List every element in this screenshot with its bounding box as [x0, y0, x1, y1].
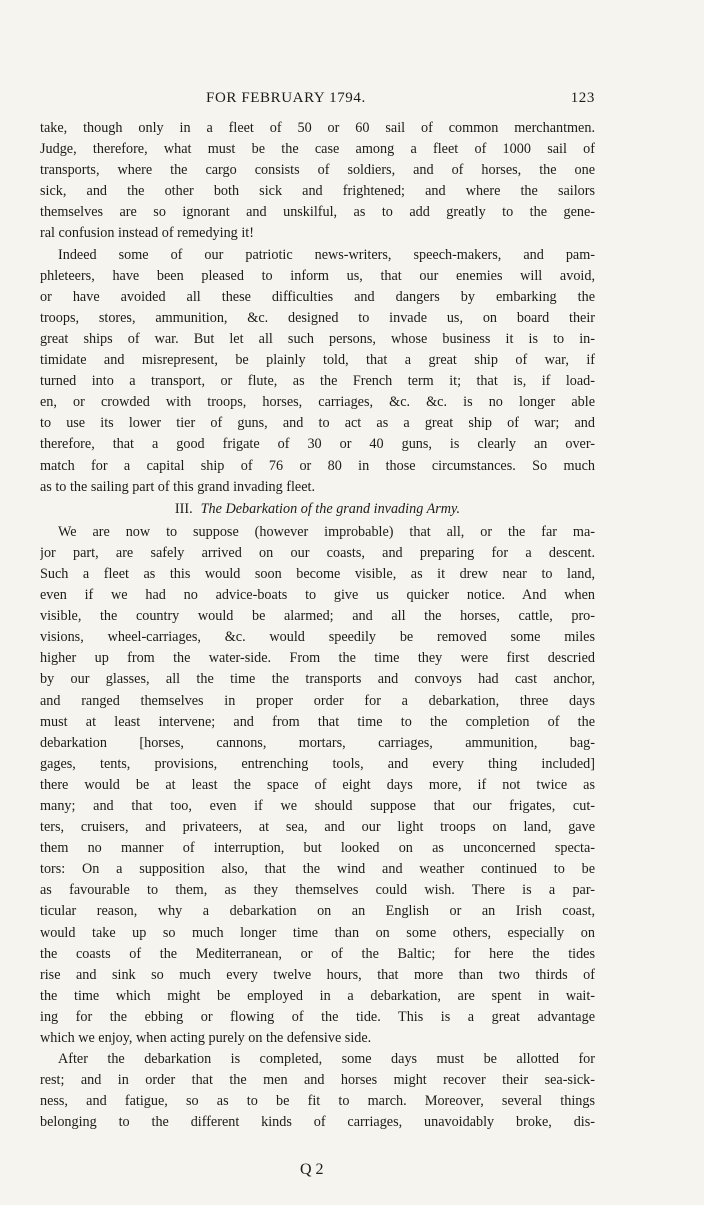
text-line: which we enjoy, when acting purely on the defensive side.	[40, 1030, 372, 1047]
text-line: themselves are so ignorant and unskilful, as to add greatly to the gene-	[40, 204, 595, 221]
section-title: The Debarkation of the grand invading Army.	[200, 500, 461, 517]
text-line: rise and sink so much every twelve hours, that more than two thirds of	[40, 966, 595, 983]
text-line: troops, stores, ammunition, &c. designed to invade us, on board their	[40, 309, 595, 326]
text-line: to use its lower tier of guns, and to act as a great ship of war; and	[40, 415, 595, 432]
text-line: match for a capital ship of 76 or 80 in those circumstances. So much	[40, 457, 595, 474]
text-line: rest; and in order that the men and horses might recover their sea-sick-	[40, 1072, 595, 1089]
paragraph-4	[40, 1049, 595, 1133]
text-line: sick, and the other both sick and frightened; and where the sailors	[40, 183, 595, 200]
text-line: transports, where the cargo consists of soldiers, and of horses, the one	[40, 162, 595, 179]
signature-mark: Q 2	[300, 1161, 324, 1178]
book-page	[40, 90, 595, 1134]
running-title: FOR FEBRUARY 1794.	[206, 90, 366, 106]
text-line: great ships of war. But let all such persons, whose business it is to in-	[40, 330, 595, 347]
text-line: Judge, therefore, what must be the case among a fleet of 1000 sail of	[40, 141, 595, 158]
text-line: higher up from the water-side. From the time they were first descried	[40, 650, 595, 667]
text-line: jor part, are safely arrived on our coasts, and preparing for a descent.	[40, 544, 595, 561]
text-line: many; and that too, even if we should suppose that our frigates, cut-	[40, 798, 595, 814]
text-line: even if we had no advice-boats to give us quicker notice. And when	[40, 587, 595, 604]
paragraph-1	[40, 118, 595, 245]
text-line: ral confusion instead of remedying it!	[40, 225, 254, 242]
text-line: Such a fleet as this would soon become visible, as it drew near to land,	[40, 565, 595, 582]
text-line: After the debarkation is completed, some days must be allotted for	[58, 1051, 595, 1068]
text-line: must at least intervene; and from that time to the completion of the	[40, 713, 595, 730]
page-number: 123	[570, 90, 595, 106]
text-line: as to the sailing part of this grand invading fleet.	[40, 478, 316, 495]
text-line: belonging to the different kinds of carriages, unavoidably broke, dis-	[40, 1114, 595, 1131]
section-number: III.	[174, 500, 193, 517]
paragraph-3	[40, 522, 595, 1049]
running-header	[40, 90, 595, 118]
text-line: take, though only in a fleet of 50 or 60 sail of common merchantmen.	[40, 120, 595, 136]
text-line: en, or crowded with troops, horses, carriages, &c. &c. is no longer able	[40, 394, 595, 411]
text-line: phleteers, have been pleased to inform us, that our enemies will avoid,	[40, 267, 595, 284]
text-line: Indeed some of our patriotic news-writers, speech-makers, and pam-	[58, 246, 595, 263]
text-line: would take up so much longer time than on some others, especially on	[40, 924, 595, 941]
body-text	[40, 118, 595, 1134]
text-line: the coasts of the Mediterranean, or of the Baltic; for here the tides	[40, 945, 595, 962]
paragraph-2	[40, 245, 595, 498]
text-line: or have avoided all these difficulties and dangers by embarking the	[40, 288, 595, 305]
text-line: and ranged themselves in proper order for a debarkation, three days	[40, 692, 595, 709]
text-line: ing for the ebbing or flowing of the tide. This is a great advantage	[40, 1008, 595, 1025]
text-line: the time which might be employed in a debarkation, are spent in wait-	[40, 987, 595, 1004]
text-line: ters, cruisers, and privateers, at sea, and our light troops on land, gave	[40, 819, 595, 836]
text-line: turned into a transport, or flute, as the French term it; that is, if load-	[40, 373, 595, 390]
section-heading	[40, 498, 595, 522]
text-line: gages, tents, provisions, entrenching tools, and every thing included]	[40, 755, 595, 772]
text-line: visible, the country would be alarmed; and all the horses, cattle, pro-	[40, 608, 595, 625]
text-line: ness, and fatigue, so as to be fit to march. Moreover, several things	[40, 1093, 595, 1110]
text-line: there would be at least the space of eight days more, if not twice as	[40, 776, 595, 793]
text-line: tors: On a supposition also, that the wind and weather continued to be	[40, 861, 595, 878]
text-line: We are now to suppose (however improbable) that all, or the far ma-	[58, 523, 595, 540]
text-line: them no manner of interruption, but looked on as unconcerned specta-	[40, 840, 595, 857]
text-line: as favourable to them, as they themselves could wish. There is a par-	[40, 882, 595, 899]
text-line: by our glasses, all the time the transports and convoys had cast anchor,	[40, 671, 595, 688]
text-line: timidate and misrepresent, be plainly told, that a great ship of war, if	[40, 352, 595, 369]
text-line: debarkation [horses, cannons, mortars, carriages, ammunition, bag-	[40, 734, 595, 751]
text-line: ticular reason, why a debarkation on an English or an Irish coast,	[40, 903, 595, 920]
text-line: visions, wheel-carriages, &c. would speedily be removed some miles	[40, 629, 595, 646]
text-line: therefore, that a good frigate of 30 or 40 guns, is clearly an over-	[40, 436, 595, 453]
